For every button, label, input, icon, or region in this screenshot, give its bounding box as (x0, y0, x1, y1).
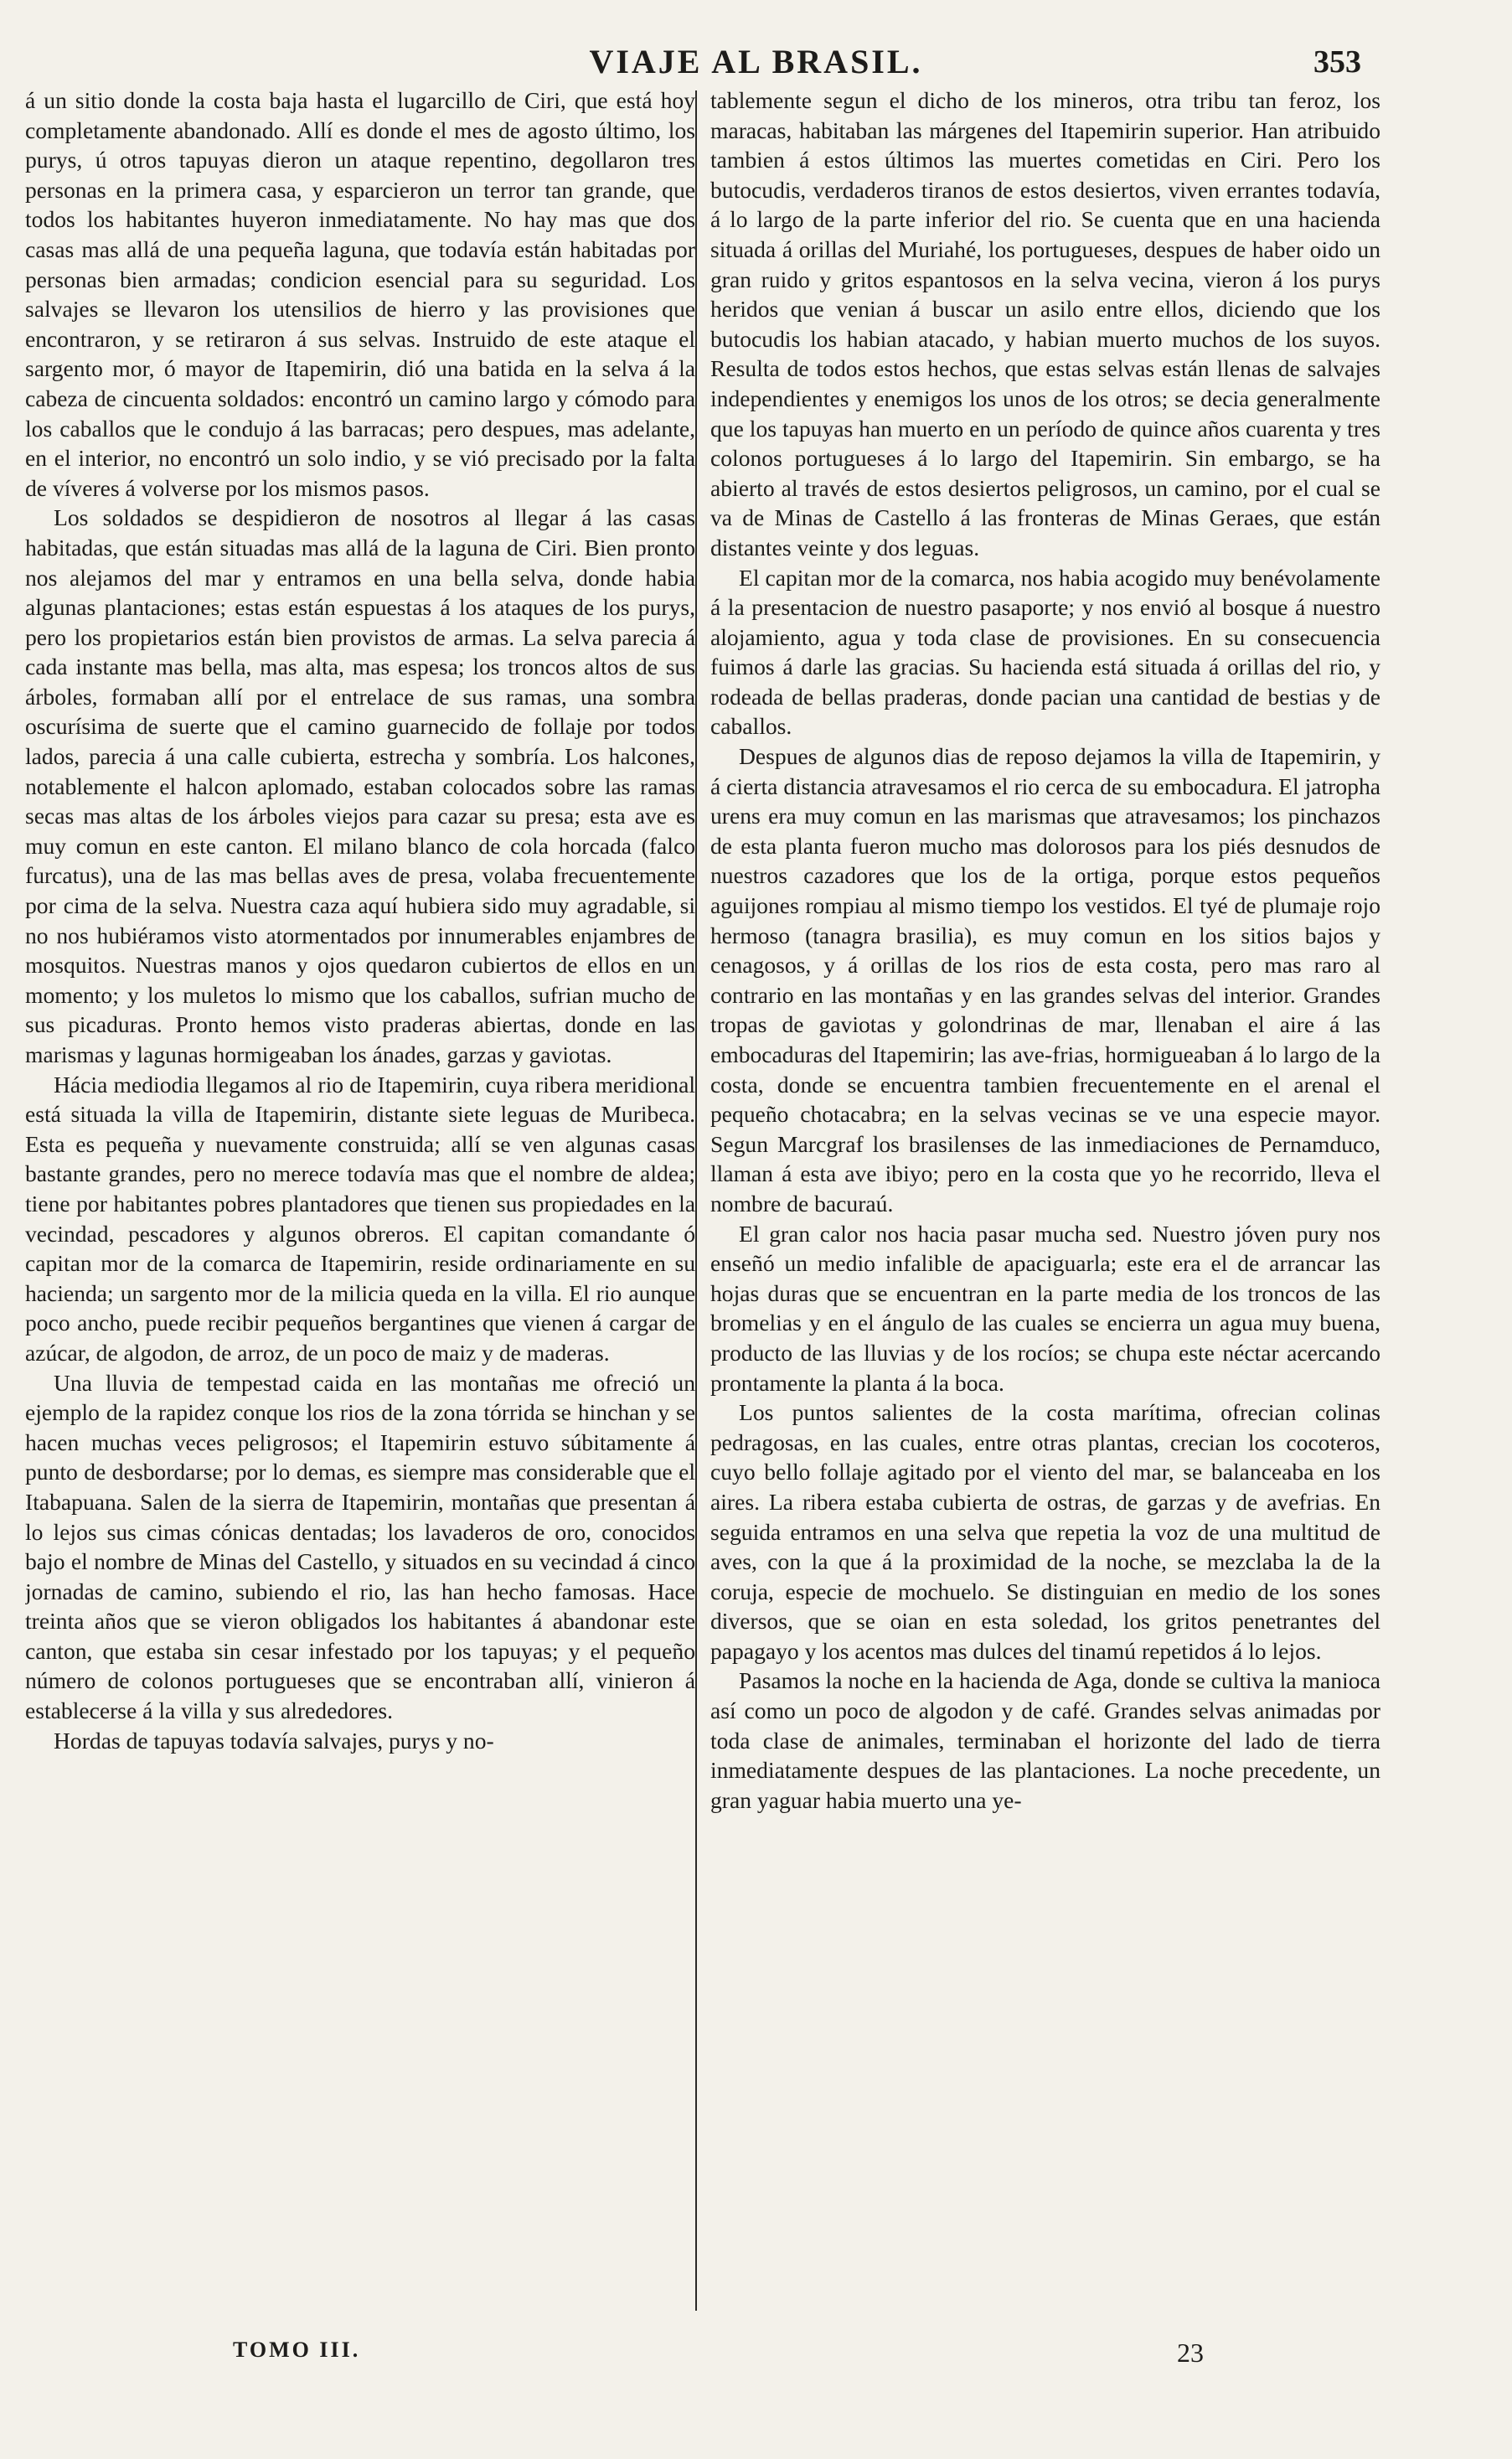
paragraph: á un sitio donde la costa baja hasta el lugarcillo de Ciri, que está hoy completamente abandonado. Allí es donde el mes de agosto último, los purys, ú otros tapuyas dieron un ataque repentino, degollaron tres personas en la primera casa, y esparcieron un terror tan grande, que todos los habitantes huyeron inmediatamente. No hay mas que dos casas mas allá de una pequeña laguna, que todavía están habitadas por personas bien armadas; condicion esencial para su seguridad. Los salvajes se llevaron los utensilios de hierro y las provisiones que encontraron, y se retiraron á sus selvas. Instruido de este ataque el sargento mor, ó mayor de Itapemirin, dió una batida en la selva á la cabeza de cincuenta soldados: encontró un camino largo y cómodo para los caballos que le condujo á las barracas; pero despues, mas adelante, en el interior, no encontró un solo indio, y se vió precisado por la falta de víveres á volverse por los mismos pasos. (25, 87, 695, 501)
paragraph: Hordas de tapuyas todavía salvajes, purys y no- (54, 1727, 494, 1754)
paragraph: Los soldados se despidieron de nosotros al llegar á las casas habitadas, que están situadas mas allá de la laguna de Ciri. Bien pronto nos alejamos del mar y entramos en una bella selva, donde habia algunas plantaciones; estas están espuestas á los ataques de los purys, pero los propietarios están bien provistos de armas. La selva parecia á cada instante mas bella, mas alta, mas espesa; los troncos altos de sus árboles, formaban allí por el entrelace de sus ramas, una sombra oscurísima de suerte que el camino guarnecido de follaje por todos lados, parecia á una calle cubierta, estrecha y sombría. Los halcones, notablemente el halcon aplomado, estaban colocados sobre las ramas secas mas altas de los árboles viejos para cazar su presa; esta ave es muy comun en este canton. El milano blanco de cola horcada (falco furcatus), una de las mas bellas aves de presa, volaba frecuentemente por cima de la selva. Nuestra caza aquí hubiera sido muy agradable, si no nos hubiéramos visto atormentados por innumerables enjambres de mosquitos. Nuestras manos y ojos quedaron cubiertos de ellos en un momento; y los muletos lo mismo que los caballos, sufrian mucho de sus picaduras. Pronto hemos visto praderas abiertas, donde en las marismas y lagunas hormigeaban los ánades, garzas y gaviotas. (25, 504, 695, 1067)
column-divider (695, 90, 697, 2311)
paragraph: El capitan mor de la comarca, nos habia acogido muy benévolamente á la presentacion de nuestro pasaporte; y nos envió al bosque á nuestro alojamiento, agua y toda clase de provisiones. En su consecuencia fuimos á darle las gracias. Su hacienda está situada á orillas del rio, y rodeada de bellas praderas, donde pacian una cantidad de bestias y de caballos. (710, 564, 1380, 740)
paragraph: Los puntos salientes de la costa marítima, ofrecian colinas pedragosas, en las cuales, entre otras plantas, crecian los cocoteros, cuyo bello follaje agitado por el viento del mar, se balanceaba en los aires. La ribera estaba cubierta de ostras, de garzas y de avefrias. En seguida entramos en una selva que repetia la voz de una multitud de aves, con la que á la proximidad de la noche, se mezclaba la de la coruja, especie de mochuelo. Se distinguian en medio de los sones diversos, que se oian en esta soledad, los gritos penetrantes del papagayo y los acentos mas dulces del tinamú repetidos á lo lejos. (710, 1399, 1380, 1664)
page-number: 353 (1313, 44, 1361, 80)
right-column (710, 85, 1380, 2306)
paragraph: El gran calor nos hacia pasar mucha sed. Nuestro jóven pury nos enseñó un medio infalible de apaciguarla; este era el de arrancar las hojas duras que se encuentran en la parte media de los troncos de las bromelias y en el ángulo de las cuales se encierra un agua muy buena, producto de las lluvias y de los rocíos; se chupa este néctar acercando prontamente la planta á la boca. (710, 1220, 1380, 1396)
left-column (25, 85, 695, 2306)
page-header (0, 42, 1512, 92)
running-title: VIAJE AL BRASIL. (589, 43, 923, 80)
signature-mark: 23 (1177, 2338, 1204, 2368)
paragraph: Despues de algunos dias de reposo dejamos la villa de Itapemirin, y á cierta distancia atravesamos el rio cerca de su embocadura. El jatropha urens era muy comun en las marismas que atravesamos; los pinchazos de esta planta fueron mucho mas dolorosos para los piés desnudos de nuestros cazadores que los de la ortiga, porque estos pequeños aguijones rompiau al mismo tiempo los vestidos. El tyé de plumaje rojo hermoso (tanagra brasilia), es muy comun en los sitios bajos y cenagosos, y á orillas de los rios de esta costa, pero mas raro al contrario en las montañas y en las grandes selvas del interior. Grandes tropas de gaviotas y golondrinas de mar, llenaban el aire á las embocaduras del Itapemirin; las ave-frias, hormigueaban á lo largo de la costa, donde se encuentra tambien frecuentemente en el arenal el pequeño chotacabra; en la selvas vecinas se ve una especie mayor. Segun Marcgraf los brasilenses de las inmediaciones de Pernamduco, llaman á esta ave ibiyo; pero en la costa que yo he recorrido, lleva el nombre de bacuraú. (710, 743, 1380, 1217)
paragraph: tablemente segun el dicho de los mineros, otra tribu tan feroz, los maracas, habitaban las márgenes del Itapemirin superior. Han atribuido tambien á estos últimos las muertes cometidas en Ciri. Pero los butocudis, verdaderos tiranos de estos desiertos, viven errantes todavía, á lo largo de la parte inferior del rio. Se cuenta que en una hacienda situada á orillas del Muriahé, los portugueses, despues de haber oido un gran ruido y gritos espantosos en la selva vecina, vieron á los purys heridos que venian á buscar un asilo entre ellos, diciendo que los butocudis los habian atacado, y habian muerto muchos de los suyos. Resulta de todos estos hechos, que estas selvas están llenas de salvajes independientes y enemigos los unos de los otros; se decia generalmente que los tapuyas han muerto en un período de quince años cuarenta y tres colonos portugueses á lo largo del Itapemirin. Sin embargo, se ha abierto al través de estos desiertos peligrosos, un camino, por el cual se va de Minas de Castello á las fronteras de Minas Geraes, que están distantes veinte y dos leguas. (710, 87, 1380, 561)
volume-label: TOMO III. (233, 2338, 361, 2362)
paragraph: Hácia mediodia llegamos al rio de Itapemirin, cuya ribera meridional está situada la villa de Itapemirin, distante siete leguas de Muribeca. Esta es pequeña y nuevamente construida; allí se ven algunas casas bastante grandes, pero no merece todavía mas que el nombre de aldea; tiene por habitantes pobres plantadores que tienen sus propiedades en la vecindad, pescadores y algunos obreros. El capitan comandante ó capitan mor de la comarca de Itapemirin, reside ordinariamente en su hacienda; un sargento mor de la milicia queda en la villa. El rio aunque poco ancho, puede recibir pequeños bergantines que vienen á cargar de azúcar, de algodon, de arroz, de un poco de maiz y de maderas. (25, 1071, 695, 1366)
paragraph: Pasamos la noche en la hacienda de Aga, donde se cultiva la manioca así como un poco de algodon y de café. Grandes selvas animadas por toda clase de animales, terminaban el horizonte del lado de tierra inmediatamente despues de las plantaciones. La noche precedente, un gran yaguar habia muerto una ye- (710, 1667, 1380, 1813)
paragraph: Una lluvia de tempestad caida en las montañas me ofreció un ejemplo de la rapidez conque los rios de la zona tórrida se hinchan y se hacen muchas veces peligrosos; el Itapemirin estuvo súbitamente á punto de desbordarse; por lo demas, es siempre mas considerable que el Itabapuana. Salen de la sierra de Itapemirin, montañas que presentan á lo lejos sus cimas cónicas dentadas; los lavaderos de oro, conocidos bajo el nombre de Minas del Castello, y situados en su vecindad á cinco jornadas de camino, subiendo el rio, las han hecho famosas. Hace treinta años que se vieron obligados los habitantes á abandonar este canton, que estaba sin cesar infestado por los tapuyas; y el pequeño número de colonos portugueses que se encontraban allí, vinieron á establecerse á la villa y sus alrededores. (25, 1369, 695, 1724)
